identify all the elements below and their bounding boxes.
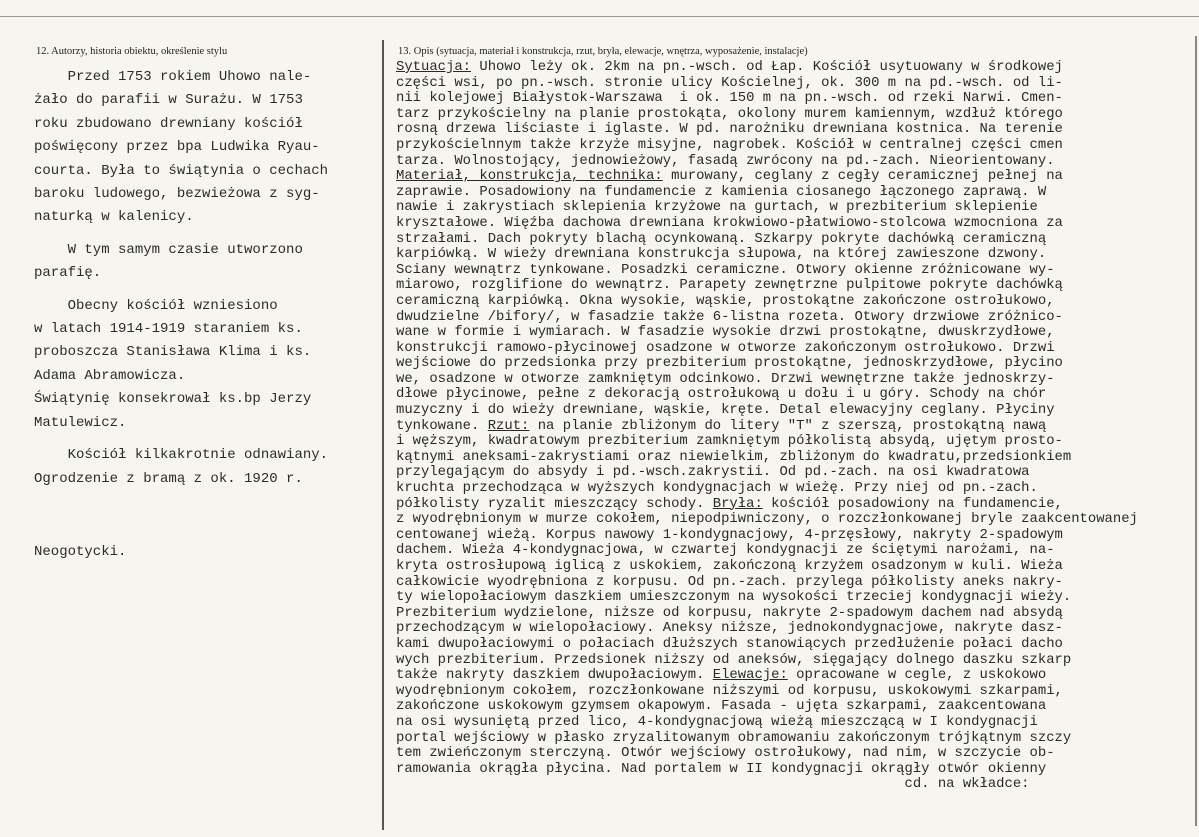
description-line: [396, 699, 1196, 715]
description-text-run: tarz przykościelny na planie prostokąta, okolony murem kamiennym, wzdłuż którego: [396, 106, 1063, 122]
paragraph-gap: [34, 491, 382, 541]
description-text-run: murowany, ceglany z cegły ceramicznej pełnej na: [662, 169, 1063, 185]
description-line: [396, 169, 1196, 185]
description-text: [396, 60, 1196, 793]
description-text-run: tarza. Wolnostojący, jednowieżowy, fasadą zwrócony na pd.-zach. Nieorientowany.: [396, 153, 1055, 169]
description-text-run: dwudzielne /bifory/, w fasadzie także 6-listna rozeta. Otwory drzwiowe zróżnico-: [396, 309, 1063, 325]
history-line: żało do parafii w Surażu. W 1753: [34, 92, 303, 109]
description-text-run: nii kolejowej Białystok-Warszawa i ok. 150 m na pn.-wsch. od rzeki Narwi. Cmen-: [396, 91, 1063, 107]
description-line: [396, 419, 1196, 435]
history-line: Świątynię konsekrował ks.bp Jerzy: [34, 391, 312, 408]
description-text-run: wyodrębnionym cokołem, rozczłonkowane niższymi od korpusu, uskokowymi szkarpami,: [396, 683, 1063, 699]
description-text-run: Ściany wewnątrz tynkowane. Posadzki ceramiczne. Otwory okienne zróżnicowane wy-: [396, 262, 1055, 278]
description-line: [396, 668, 1196, 684]
description-text-run: karpiówką. W wieży drewniana konstrukcja słupowa, na której zawieszone dzwony.: [396, 247, 1047, 263]
description-line: [396, 341, 1196, 357]
section-13-header: 13. Opis (sytuacja, materiał i konstrukcja, rzut, bryła, elewacje, wnętrza, wyposażenie, instalacje): [398, 46, 808, 57]
description-line: [396, 263, 1196, 279]
description-line: [396, 777, 1196, 793]
description-text-run: półkolisty ryzalit mieszczący schody.: [396, 496, 713, 512]
description-line: [396, 60, 1196, 76]
description-line: [396, 200, 1196, 216]
description-line: [396, 465, 1196, 481]
description-text-run: wejściowe do przedsionka przy prezbiterium prostokątne, jednoskrzydłowe, płycino: [396, 356, 1063, 372]
description-line: [396, 247, 1196, 263]
description-text-run: Uhowo leży ok. 2km na pn.-wsch. od Łap. Kościół usytuowany w środkowej: [471, 60, 1063, 75]
description-line: [396, 310, 1196, 326]
description-line: [396, 637, 1196, 653]
description-text-run: zakończone uskokowym gzymsem okapowym. Fasada - ujęta szkarpami, zaakcentowana: [396, 699, 1047, 715]
history-line: Kościół kilkakrotnie odnawiany.: [34, 447, 329, 464]
description-text-run: centowanej wieżą. Korpus nawowy 1-kondygnacjowy, 4-przęsłowy, nakryty 2-spadowym: [396, 527, 1063, 543]
description-text-run: kościół posadowiony na fundamencie,: [762, 496, 1063, 512]
description-line: [396, 762, 1196, 778]
description-text-run: zaprawie. Posadowiony na fundamencie z kamienia ciosanego łączonego zaprawą. W: [396, 184, 1047, 200]
description-text-run: części wsi, po pn.-wsch. stronie ulicy Kościelnej, ok. 300 m na pd.-wsch. od li-: [396, 75, 1063, 91]
description-line: [396, 216, 1196, 232]
paragraph-gap: [34, 230, 382, 239]
section-12-header: 12. Autorzy, historia obiektu, określenie stylu: [36, 46, 228, 57]
section-heading: Materiał, konstrukcja, technika:: [396, 169, 663, 185]
description-line: [396, 621, 1196, 637]
description-line: [396, 590, 1196, 606]
description-text-run: dachem. Wieża 4-kondygnacjowa, w czwartej kondygnacji ze ściętymi narożami, na-: [396, 543, 1055, 559]
history-line: Matulewicz.: [34, 414, 127, 431]
description-text-run: miarowo, rozglifione do wewnątrz. Parapety zewnętrzne pulpitowe pokryte dachówką: [396, 278, 1063, 294]
column-divider: [382, 40, 384, 830]
history-line: w latach 1914-1919 staraniem ks.: [34, 321, 303, 338]
description-text-run: we, osadzone w otworze zamkniętym odcinkowo. Drzwi wewnętrzne także jednoskrzy-: [396, 371, 1055, 387]
description-text-run: przykościelnnym także krzyże misyjne, nagrobek. Kościół w centralnej części cmen: [396, 137, 1063, 153]
history-text: [34, 66, 382, 564]
description-text-run: kruchta przechodząca w wyższych kondygnacjach w wieżę. Przy niej od pn.-zach.: [396, 481, 1038, 497]
history-line: poświęcony przez bpa Ludwika Ryau-: [34, 139, 320, 156]
description-text-run: na osi wysuniętą przed lico, 4-kondygnacjową wieżą mieszczącą w I kondygnacji: [396, 714, 1038, 730]
description-text-run: ceramiczną karpiówką. Okna wysokie, wąskie, prostokątne zakończone ostrołukowo,: [396, 293, 1055, 309]
paragraph-gap: [34, 435, 382, 444]
description-text-run: wane w formie i wymiarach. W fasadzie wysokie drzwi prostokątne, dwuskrzydłowe,: [396, 325, 1055, 341]
description-line: [396, 450, 1196, 466]
description-text-run: i węższym, kwadratowym prezbiterium zamkniętym półkolistą absydą, ujętym prosto-: [396, 434, 1063, 450]
description-line: [396, 76, 1196, 92]
description-line: [396, 232, 1196, 248]
description-text-run: ty wielopołaciowym daszkiem umieszczonym na wysokości trzeciej kondygnacji wieży.: [396, 590, 1072, 606]
description-text-run: konstrukcji ramowo-płycinowej osadzone w otworze zakończonym ostrołukowo. Drzwi: [396, 340, 1055, 356]
description-line: [396, 372, 1196, 388]
description-line: [396, 403, 1196, 419]
description-text-run: kątnymi aneksami-zakrystiami oraz niewielkim, zbliżonym do kwadratu,przedsionkiem: [396, 449, 1072, 465]
top-rule: [0, 10, 1199, 17]
description-line: [396, 278, 1196, 294]
description-line: [396, 154, 1196, 170]
history-line: Ogrodzenie z bramą z ok. 1920 r.: [34, 470, 303, 487]
description-text-run: kami dwupołaciowymi o połaciach dłuższych stanowiących przedłużenie połaci dacho: [396, 636, 1063, 652]
section-heading: Bryła:: [712, 496, 763, 512]
description-text-run: tem zwieńczonym sterczyną. Otwór wejściowy ostrołukowy, nad nim, w szczycie ob-: [396, 746, 1055, 762]
description-line: [396, 122, 1196, 138]
description-line: [396, 387, 1196, 403]
history-line: Adama Abramowicza.: [34, 367, 186, 384]
description-text-run: przylegającym do absydy i pd.-wsch.zakrystii. Od pd.-zach. na osi kwadratowa: [396, 465, 1030, 481]
description-line: [396, 434, 1196, 450]
description-text-run: dłowe płycinowe, pełne z dekoracją ostrołukową u dołu i u góry. Schody na chór: [396, 387, 1047, 403]
description-line: [396, 575, 1196, 591]
description-line: [396, 138, 1196, 154]
description-text-run: muzyczny i do wieży drewniane, wąskie, kręte. Detal elewacyjny ceglany. Płyciny: [396, 403, 1055, 419]
history-line: Przed 1753 rokiem Uhowo nale-: [34, 69, 312, 85]
description-text-run: Prezbiterium wydzielone, niższe od korpusu, nakryte 2-spadowym dachem nad absydą: [396, 605, 1063, 621]
description-text-run: przechodzącym w wielopołaciowy. Aneksy niższe, jednokondygnacjowe, nakryte dasz-: [396, 621, 1063, 637]
description-line: [396, 91, 1196, 107]
description-text-run: opracowane w cegle, z uskokowo: [787, 668, 1047, 684]
history-line: courta. Była to świątynia o cechach: [34, 162, 329, 179]
description-text-run: portal wejściowy w płasko zryzalitowanym obramowaniu zakończonym trójkątnym szczy: [396, 730, 1072, 746]
description-text-run: kryta ostrosłupową iglicą z uskokiem, zakończoną krzyżem osadzonym w kuli. Wieża: [396, 559, 1063, 574]
description-line: [396, 512, 1196, 528]
description-text-run: nawie i zakrystiach sklepienia krzyżowe na gurtach, w prezbiterium sklepienie: [396, 200, 1038, 216]
description-line: [396, 107, 1196, 123]
description-line: [396, 543, 1196, 559]
paragraph-gap: [34, 286, 382, 295]
description-text-run: strzałami. Dach pokryty blachą ocynkowaną. Szkarpy pokryte dachówką ceramiczną: [396, 231, 1047, 247]
description-text-run: wych prezbiterium. Przedsionek niższy od aneksów, sięgający dolnego daszku szkarp: [396, 652, 1072, 668]
description-text-run: także nakryty daszkiem dwupołaciowym.: [396, 668, 713, 684]
history-line: parafię.: [34, 265, 102, 282]
history-line: proboszcza Stanisława Klima i ks.: [34, 344, 312, 361]
description-line: [396, 481, 1196, 497]
description-line: [396, 731, 1196, 747]
description-line: [396, 746, 1196, 762]
description-line: [396, 356, 1196, 372]
description-line: [396, 606, 1196, 622]
history-line: roku zbudowano drewniany kościół: [34, 115, 303, 132]
description-line: [396, 528, 1196, 544]
history-line: W tym samym czasie utworzono: [34, 241, 303, 258]
description-line: [396, 684, 1196, 700]
description-text-run: cd. na wkładce:: [396, 777, 1030, 793]
description-text-run: całkowicie wyodrębniona z korpusu. Od pn.-zach. przylega półkolisty aneks nakry-: [396, 574, 1063, 590]
description-line: [396, 559, 1196, 575]
history-line: baroku ludowego, bezwieżowa z syg-: [34, 186, 320, 203]
section-heading: Elewacje:: [712, 668, 788, 684]
description-text-run: z wyodrębnionym w murze cokołem, niepodpiwniczony, o rozczłonkowanej bryle zaakcentowanej: [396, 512, 1138, 528]
description-line: [396, 653, 1196, 669]
section-heading: Rzut:: [487, 418, 530, 434]
description-line: [396, 294, 1196, 310]
description-line: [396, 715, 1196, 731]
history-line: Neogotycki.: [34, 543, 127, 560]
description-line: [396, 497, 1196, 513]
description-text-run: kryształowe. Więźba dachowa drewniana krokwiowo-płatwiowo-stolcowa wzmocniona za: [396, 215, 1063, 231]
history-line: naturką w kalenicy.: [34, 209, 194, 226]
description-line: [396, 185, 1196, 201]
description-text-run: tynkowane.: [396, 418, 488, 434]
description-text-run: ramowania okrągła płycina. Nad portalem w II kondygnacji okrągły otwór okienny: [396, 761, 1047, 777]
section-heading: Sytuacja:: [396, 60, 472, 75]
history-line: Obecny kościół wzniesiono: [34, 297, 278, 314]
description-text-run: na planie zbliżonym do litery "T" z szerszą, prostokątną nawą: [529, 418, 1047, 434]
description-text-run: rosną drzewa liściaste i iglaste. W pd. narożniku drewniana kostnica. Na terenie: [396, 122, 1063, 138]
description-line: [396, 325, 1196, 341]
